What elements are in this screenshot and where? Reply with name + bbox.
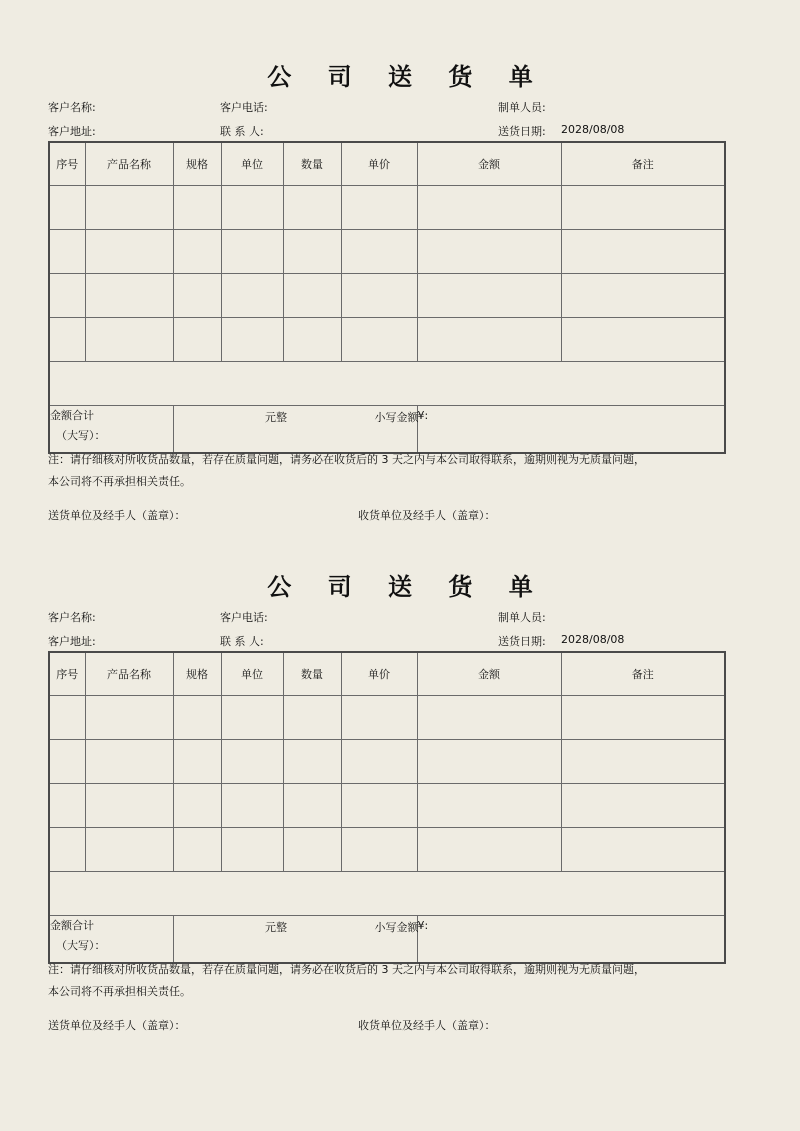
column-header-quantity: 数量 — [283, 652, 341, 696]
blank-cell[interactable] — [49, 872, 725, 916]
table-cell[interactable] — [49, 230, 85, 274]
table-cell[interactable] — [49, 274, 85, 318]
table-cell[interactable] — [221, 784, 283, 828]
total-label-line-2: （大写）： — [56, 939, 106, 952]
column-header-product: 产品名称 — [85, 142, 173, 186]
table-cell[interactable] — [283, 274, 341, 318]
table-cell[interactable] — [341, 318, 417, 362]
delivery-date-value: 2028/08/08 — [561, 633, 625, 646]
table-cell[interactable] — [417, 186, 561, 230]
table-header-row — [49, 652, 725, 696]
table-cell[interactable] — [49, 740, 85, 784]
note-line-2: 本公司将不再承担相关责任。 — [48, 985, 191, 998]
small-amount-label: 小写金额 — [374, 411, 419, 424]
column-header-unit: 单位 — [221, 142, 283, 186]
table-row — [49, 828, 725, 872]
table-cell[interactable] — [173, 784, 221, 828]
table-cell[interactable] — [173, 230, 221, 274]
table-cell[interactable] — [85, 784, 173, 828]
total-numeric-cell[interactable] — [417, 406, 725, 454]
delivery-form-2 — [0, 567, 800, 1107]
column-header-index: 序号 — [49, 652, 85, 696]
table-cell[interactable] — [173, 318, 221, 362]
column-header-unit-price: 单价 — [341, 142, 417, 186]
table-cell[interactable] — [341, 186, 417, 230]
total-numeric-cell[interactable] — [417, 916, 725, 964]
table-cell[interactable] — [173, 186, 221, 230]
table-cell[interactable] — [49, 784, 85, 828]
table-cell[interactable] — [173, 696, 221, 740]
table-cell[interactable] — [283, 186, 341, 230]
table-cell[interactable] — [341, 230, 417, 274]
table-cell[interactable] — [221, 230, 283, 274]
table-cell[interactable] — [417, 230, 561, 274]
table-cell[interactable] — [561, 274, 725, 318]
table-cell[interactable] — [417, 274, 561, 318]
items-table — [48, 651, 726, 964]
total-label-cell — [49, 406, 173, 454]
table-cell[interactable] — [283, 740, 341, 784]
table-cell[interactable] — [561, 696, 725, 740]
table-cell[interactable] — [341, 784, 417, 828]
table-cell[interactable] — [49, 186, 85, 230]
table-cell[interactable] — [221, 274, 283, 318]
table-row — [49, 784, 725, 828]
table-cell[interactable] — [341, 828, 417, 872]
delivery-date-label: 送货日期: — [498, 635, 546, 648]
total-label-line-2: （大写）： — [56, 429, 106, 442]
table-cell[interactable] — [221, 696, 283, 740]
column-header-amount: 金额 — [417, 142, 561, 186]
delivery-date-value: 2028/08/08 — [561, 123, 625, 136]
table-cell[interactable] — [283, 784, 341, 828]
form-title: 公 司 送 货 单 — [267, 573, 547, 601]
table-cell[interactable] — [283, 696, 341, 740]
table-row — [49, 740, 725, 784]
blank-row — [49, 362, 725, 406]
table-cell[interactable] — [417, 740, 561, 784]
table-cell[interactable] — [173, 740, 221, 784]
table-cell[interactable] — [85, 274, 173, 318]
table-cell[interactable] — [85, 186, 173, 230]
sender-sign-label: 送货单位及经手人（盖章）： — [48, 509, 186, 522]
customer-phone-label: 客户电话: — [220, 611, 268, 624]
column-header-amount: 金额 — [417, 652, 561, 696]
customer-address-label: 客户地址: — [48, 125, 96, 138]
table-cell[interactable] — [283, 230, 341, 274]
table-cell[interactable] — [417, 696, 561, 740]
table-cell[interactable] — [85, 696, 173, 740]
table-cell[interactable] — [173, 274, 221, 318]
customer-name-label: 客户名称: — [48, 611, 96, 624]
total-row — [49, 406, 725, 454]
column-header-unit: 单位 — [221, 652, 283, 696]
table-cell[interactable] — [561, 230, 725, 274]
table-cell[interactable] — [85, 230, 173, 274]
table-cell[interactable] — [49, 696, 85, 740]
table-cell[interactable] — [85, 828, 173, 872]
yen-label: ¥: — [417, 919, 429, 932]
yuan-label: 元整 — [265, 411, 287, 424]
note-line-1: 注：请仔细核对所收货品数量，若存在质量问题，请务必在收货后的 3 天之内与本公司取得联系，逾期则视为无质量问题， — [48, 453, 645, 466]
table-header-row — [49, 142, 725, 186]
total-label-line-1: 金额合计 — [50, 409, 94, 422]
column-header-index: 序号 — [49, 142, 85, 186]
table-cell[interactable] — [341, 274, 417, 318]
items-table — [48, 141, 726, 454]
table-cell[interactable] — [283, 828, 341, 872]
column-header-spec: 规格 — [173, 652, 221, 696]
note — [48, 959, 645, 1003]
customer-address-label: 客户地址: — [48, 635, 96, 648]
column-header-remark: 备注 — [561, 652, 725, 696]
table-cell[interactable] — [417, 318, 561, 362]
customer-name-label: 客户名称: — [48, 101, 96, 114]
column-header-unit-price: 单价 — [341, 652, 417, 696]
column-header-remark: 备注 — [561, 142, 725, 186]
yen-label: ¥: — [417, 409, 429, 422]
receiver-sign-label: 收货单位及经手人（盖章）： — [358, 1019, 496, 1032]
table-row — [49, 230, 725, 274]
total-uppercase-cell[interactable] — [173, 916, 417, 964]
note-line-1: 注：请仔细核对所收货品数量，若存在质量问题，请务必在收货后的 3 天之内与本公司取得联系，逾期则视为无质量问题， — [48, 963, 645, 976]
column-header-spec: 规格 — [173, 142, 221, 186]
small-amount-label: 小写金额 — [374, 921, 419, 934]
table-row — [49, 186, 725, 230]
total-row — [49, 916, 725, 964]
table-cell[interactable] — [173, 828, 221, 872]
column-header-product: 产品名称 — [85, 652, 173, 696]
blank-cell[interactable] — [49, 362, 725, 406]
form-title: 公 司 送 货 单 — [267, 63, 547, 91]
table-row — [49, 274, 725, 318]
table-cell[interactable] — [561, 784, 725, 828]
delivery-date-label: 送货日期: — [498, 125, 546, 138]
contact-label: 联 系 人: — [220, 635, 264, 648]
maker-label: 制单人员: — [498, 611, 546, 624]
table-cell[interactable] — [341, 696, 417, 740]
table-cell[interactable] — [49, 828, 85, 872]
blank-row — [49, 872, 725, 916]
table-cell[interactable] — [221, 318, 283, 362]
table-cell[interactable] — [561, 318, 725, 362]
table-cell[interactable] — [561, 828, 725, 872]
receiver-sign-label: 收货单位及经手人（盖章）： — [358, 509, 496, 522]
total-uppercase-cell[interactable] — [173, 406, 417, 454]
table-cell[interactable] — [49, 318, 85, 362]
note — [48, 449, 645, 493]
column-header-quantity: 数量 — [283, 142, 341, 186]
table-cell[interactable] — [561, 186, 725, 230]
table-cell[interactable] — [417, 828, 561, 872]
table-cell[interactable] — [221, 828, 283, 872]
note-line-2: 本公司将不再承担相关责任。 — [48, 475, 191, 488]
yuan-label: 元整 — [265, 921, 287, 934]
delivery-form-1 — [0, 57, 800, 597]
total-label-cell — [49, 916, 173, 964]
contact-label: 联 系 人: — [220, 125, 264, 138]
customer-phone-label: 客户电话: — [220, 101, 268, 114]
table-cell[interactable] — [283, 318, 341, 362]
table-row — [49, 318, 725, 362]
maker-label: 制单人员: — [498, 101, 546, 114]
sender-sign-label: 送货单位及经手人（盖章）： — [48, 1019, 186, 1032]
table-cell[interactable] — [417, 784, 561, 828]
table-cell[interactable] — [221, 740, 283, 784]
table-cell[interactable] — [85, 740, 173, 784]
total-label-line-1: 金额合计 — [50, 919, 94, 932]
table-cell[interactable] — [341, 740, 417, 784]
table-cell[interactable] — [85, 318, 173, 362]
table-cell[interactable] — [561, 740, 725, 784]
table-row — [49, 696, 725, 740]
table-cell[interactable] — [221, 186, 283, 230]
